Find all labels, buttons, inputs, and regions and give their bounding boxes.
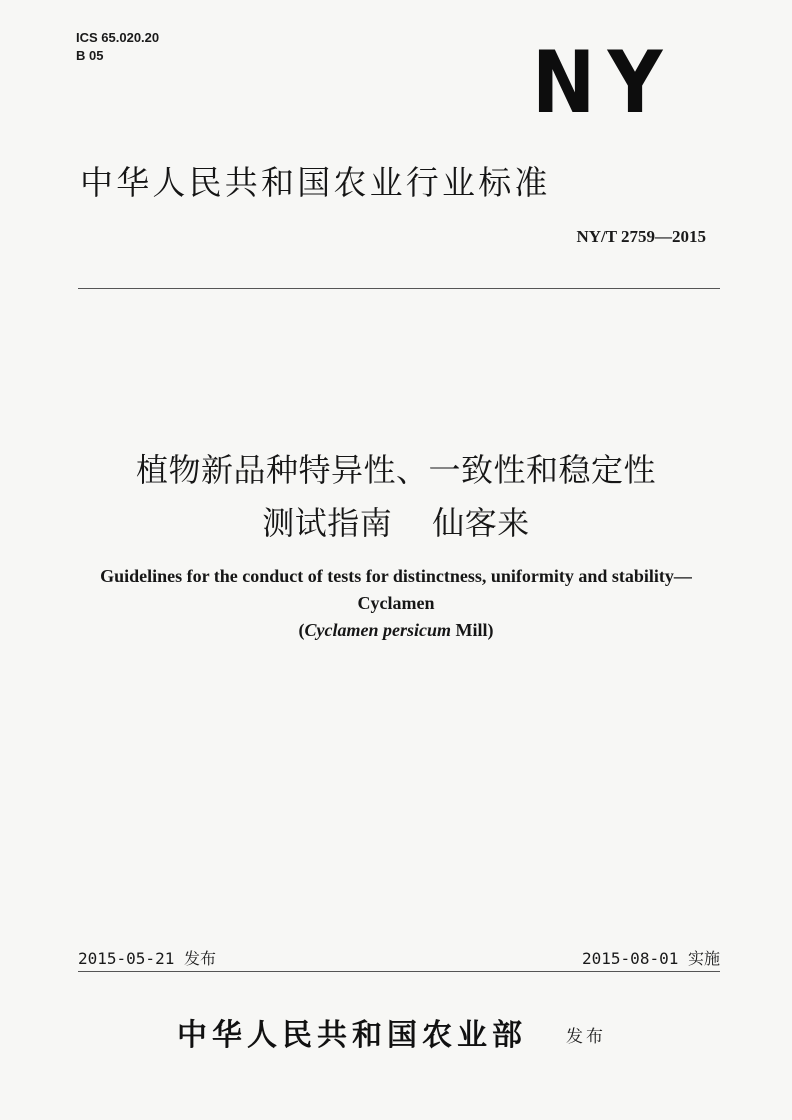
title-en-open-paren: (	[298, 620, 305, 640]
title-cn-species: 仙客来	[432, 504, 530, 542]
standard-category-title: 中华人民共和国农业行业标准	[80, 163, 551, 202]
publisher-name: 中华人民共和国农业部	[177, 1018, 527, 1053]
effective-date: 2015-08-01	[582, 949, 679, 968]
title-en-line-2: Cyclamen	[357, 593, 435, 613]
standard-number: NY/T 2759—2015	[576, 227, 706, 246]
title-cn-line-1: 植物新品种特异性、一致性和稳定性	[135, 451, 656, 489]
bottom-divider	[78, 971, 720, 972]
publisher-action: 发布	[566, 1027, 606, 1047]
title-cn-guide: 测试指南	[262, 504, 393, 542]
title-en-latin-name: Cyclamen persicum	[304, 620, 451, 640]
release-date: 2015-05-21	[78, 949, 175, 968]
title-en-line-3	[0, 620, 792, 641]
ny-logo: NY	[532, 33, 675, 133]
release-label: 发布	[183, 949, 216, 968]
title-cn-line-2	[0, 498, 792, 544]
effective-label: 实施	[687, 949, 720, 968]
release-date-line	[78, 946, 216, 969]
title-en-author: Mill)	[451, 620, 494, 640]
top-divider	[78, 288, 720, 289]
title-en-line-1: Guidelines for the conduct of tests for distinctness, uniformity and stability—	[100, 566, 692, 586]
ics-code: ICS 65.020.20	[76, 30, 160, 45]
ccs-code: B 05	[76, 48, 104, 63]
effective-date-line	[582, 946, 720, 969]
